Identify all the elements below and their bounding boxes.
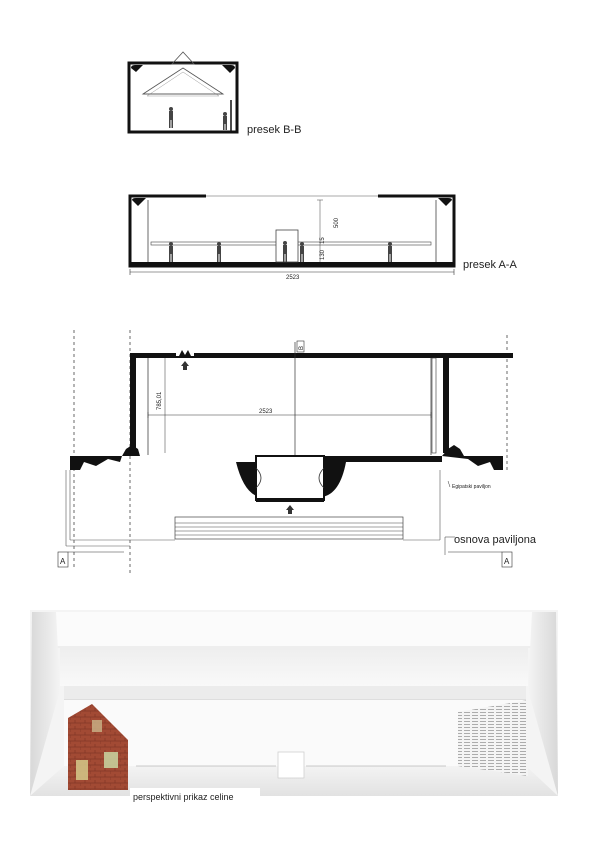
cut-marker-b-top: B	[299, 345, 305, 350]
perspective-render	[30, 610, 558, 802]
perspective-label: perspektivni prikaz celine	[133, 792, 234, 802]
cut-marker-a-left: A	[60, 557, 66, 566]
plan-label: osnova paviljona	[454, 534, 536, 546]
dimension-height: 500	[334, 217, 340, 228]
section-bb-label: presek B-B	[247, 124, 302, 136]
neighbour-pavilion-label: Egipatski paviljon	[452, 484, 491, 490]
section-aa-drawing	[130, 194, 517, 281]
plan-dimension-width: 785,01	[157, 391, 163, 410]
section-bb-drawing	[129, 52, 301, 136]
dimension-rail-height: 130	[320, 249, 326, 260]
dimension-length: 2523	[286, 275, 300, 281]
text-wall-panel	[458, 700, 528, 776]
dimension-rail-offset: 15	[320, 237, 326, 244]
section-aa-label: presek A-A	[463, 259, 517, 271]
floor-plan-drawing	[58, 330, 537, 575]
cut-marker-a-right: A	[504, 557, 510, 566]
plan-dimension-length: 2523	[259, 409, 273, 415]
